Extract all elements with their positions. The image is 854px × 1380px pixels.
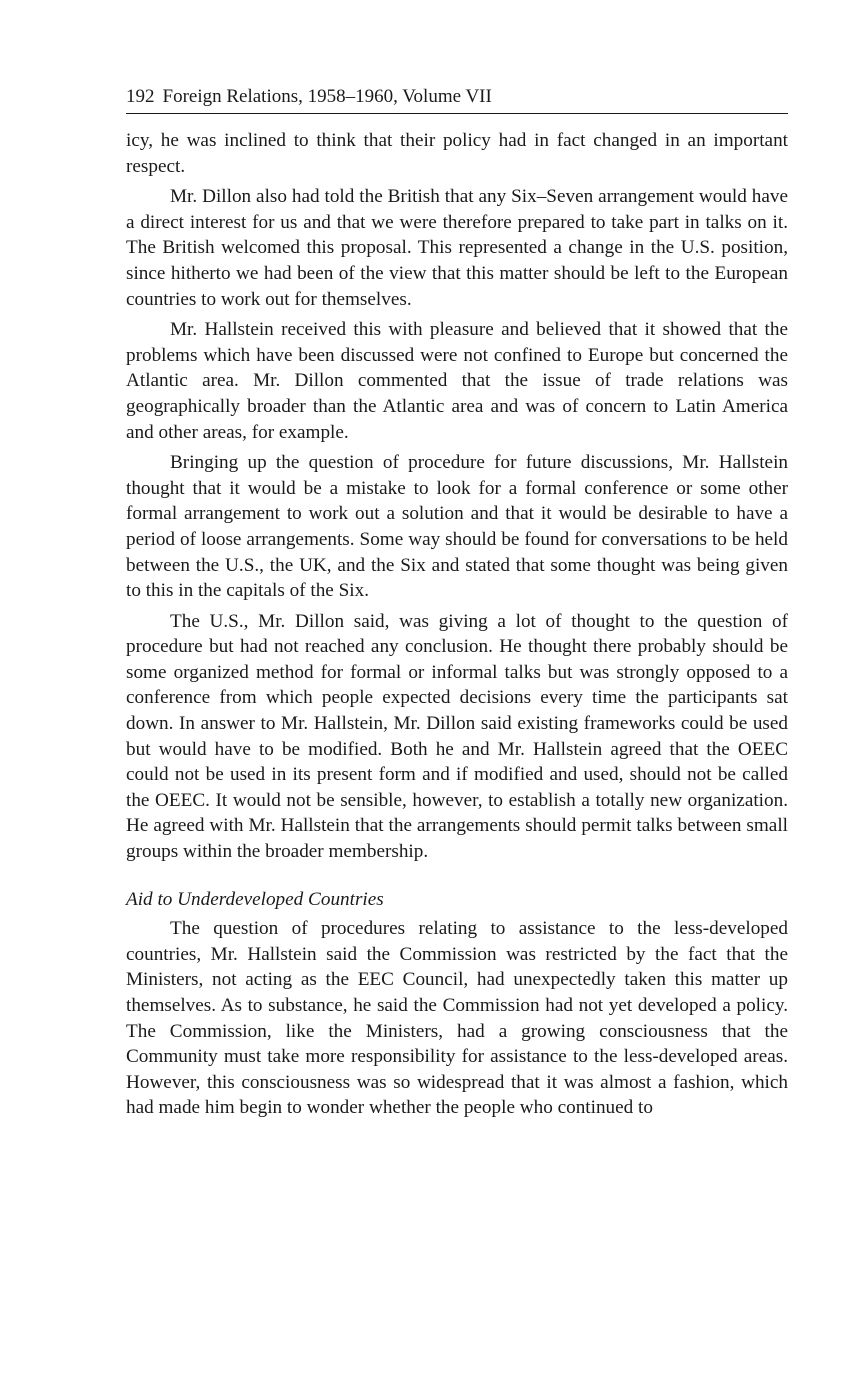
page-number: 192 (126, 86, 155, 107)
paragraph: Bringing up the question of procedure for future discussions, Mr. Hallstein thought that it would be a mistake to look for a formal conference or some other formal arrangement to work out a solution and that it would be desirable to have a period of loose arrangements. Some way should be found for conversations to be held between the U.S., the UK, and the Six and stated that some thought was being given to this in the capitals of the Six. (126, 452, 788, 602)
running-title: Foreign Relations, 1958–1960, Volume VII (162, 86, 492, 107)
body-text (126, 128, 788, 1121)
paragraph-continued: icy, he was inclined to think that their policy had in fact changed in an important respect. (126, 130, 788, 177)
paragraph: The question of procedures relating to assistance to the less-developed countries, Mr. Hallstein said the Commission was restricted by the fact that the Ministers, not acting as the EEC Council, had unexpectedly taken this matter up themselves. As to substance, he said the Commission had not yet developed a policy. The Commission, like the Ministers, had a growing consciousness that the Community must take more responsibility for assistance to the less-developed areas. However, this consciousness was so widespread that it was almost a fashion, which had made him begin to wonder whether the people who continued to (126, 918, 788, 1119)
paragraph: Mr. Hallstein received this with pleasure and believed that it showed that the problems which have been discussed were not confined to Europe but concerned the Atlantic area. Mr. Dillon commented that the issue of trade relations was geographically broader than the Atlantic area and was of concern to Latin America and other areas, for example. (126, 319, 788, 443)
running-head (126, 84, 788, 114)
section-heading: Aid to Underdeveloped Countries (126, 888, 384, 910)
document-page (126, 84, 788, 1126)
paragraph: The U.S., Mr. Dillon said, was giving a lot of thought to the question of procedure but had not reached any conclusion. He thought there probably should be some organized method for formal or informal talks but was strongly opposed to a conference from which people expected decisions every time the participants sat down. In answer to Mr. Hallstein, Mr. Dillon said existing frameworks could be used but would have to be modified. Both he and Mr. Hallstein agreed that the OEEC could not be used in its present form and if modified and used, should not be called the OEEC. It would not be sensible, however, to establish a totally new organization. He agreed with Mr. Hallstein that the arrangements should permit talks between small groups within the broader membership. (126, 610, 788, 863)
paragraph: Mr. Dillon also had told the British that any Six–Seven arrangement would have a direct interest for us and that we were therefore prepared to take part in talks on it. The British welcomed this proposal. This represented a change in the U.S. position, since hitherto we had been of the view that this matter should be left to the European countries to work out for themselves. (126, 186, 788, 310)
